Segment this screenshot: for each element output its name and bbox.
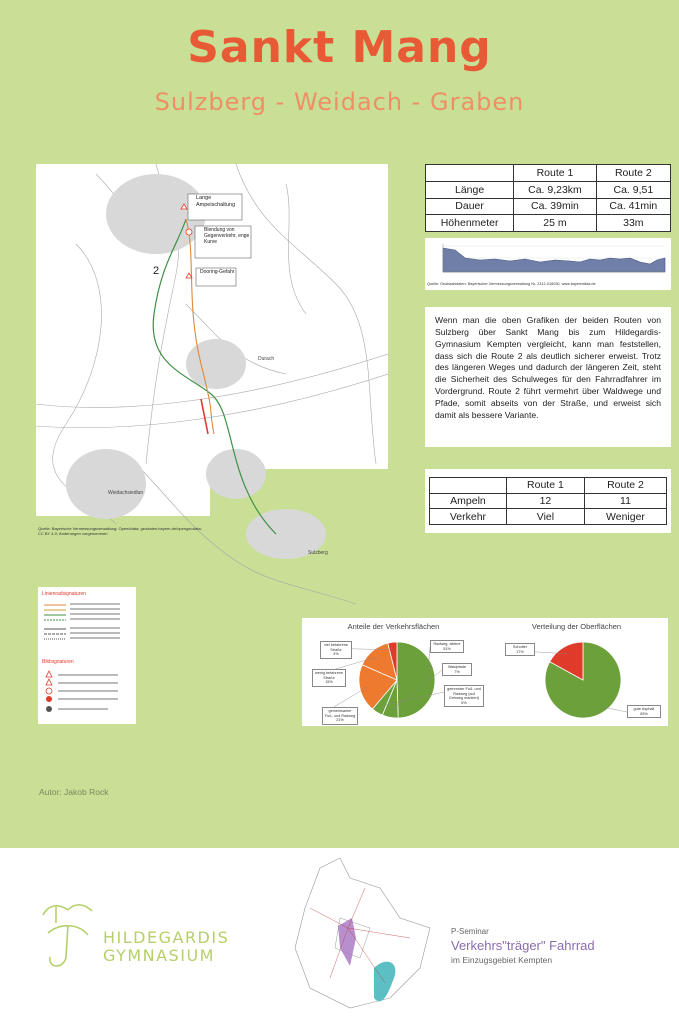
table-cell: 12 [506,493,584,509]
callout-text-1: Lange Ampelschaltung [196,195,236,208]
map-place-durach: Durach [258,356,275,362]
table-header-cell: Route 1 [506,478,584,494]
route-table-panel [425,164,671,232]
table-header-cell: Route 1 [514,165,596,182]
elevation-profile-panel [425,238,671,290]
profile-source: Quelle: Geobasisdaten: Bayerischer Vermessungsverwaltung Nr. 2312-016030, www.bayernatlas.de [427,282,596,286]
traffic-table-panel [425,469,671,533]
table-header-row [430,478,667,494]
kempten-region-map [290,858,440,1018]
table-header-cell [426,165,514,182]
pie-charts-panel [302,618,668,726]
pie-label-container [322,707,358,728]
pie-label-container [442,663,472,685]
table-cell: Ca. 9,51 [596,181,670,198]
no-entry-icon [46,688,52,694]
table-header-row [426,165,671,182]
pie-label-container [430,640,464,662]
table-cell: Dauer [426,198,514,215]
pie-label-container [627,705,661,727]
pie-data-label: Schotter 17% [505,643,535,656]
table-cell: Viel [506,509,584,525]
pie-chart-surface [485,632,668,728]
route-comparison-table [425,164,671,232]
map-place-sulzberg: Sulzberg [308,550,328,556]
warning-triangle-icon [46,671,52,677]
pie-data-label: Radweg, alleine 51% [430,640,464,653]
school-name-line1: HILDEGARDIS [103,928,230,947]
pie-data-label: getrennter Fuß- und Radweg (auf Gehweg markiert) 5% [444,685,484,707]
stop-icon [46,696,52,702]
callout-text-3: Dooring-Gefahr [200,269,235,275]
table-row [426,198,671,215]
table-cell: Ca. 41min [596,198,670,215]
seminar-subtitle: im Einzugsgebiet Kempten [451,955,553,965]
map-legend [38,587,136,724]
pie-label-container [444,685,484,707]
pie-label-container [505,643,535,665]
table-row [430,493,667,509]
table-cell: Weniger [584,509,666,525]
table-cell: Höhenmeter [426,215,514,232]
pie-data-label: gute Asphalt 83% [627,705,661,718]
table-cell: 11 [584,493,666,509]
table-header-cell: Route 2 [584,478,666,494]
pie-data-label: wenig befahrene Straße 15% [312,669,346,687]
seminar-title: Verkehrs"träger" Fahrrad [451,938,595,953]
warning-triangle-icon [46,679,52,685]
pie-chart-traffic [302,632,485,728]
table-header-cell [430,478,507,494]
table-row [426,181,671,198]
table-cell: Verkehr [430,509,507,525]
table-cell: Ampeln [430,493,507,509]
chart-title-surface: Verteilung der Oberflächen [531,622,622,631]
table-cell: Ca. 39min [514,198,596,215]
table-cell: 33m [596,215,670,232]
callout-text-2: Blendung von Gegenverkehr, enge Kurve [204,227,250,245]
legend-symbols [38,587,136,724]
map-route-number: 2 [153,265,160,277]
school-icon [46,706,52,712]
conclusion-text-panel [425,307,671,447]
traffic-comparison-table [429,477,667,525]
pie-label-container [320,641,352,663]
conclusion-paragraph: Wenn man die oben Grafiken der beiden Routen von Sulzberg über Sankt Mang bis zum Hildegardis-Gymnasium Kempten vergleicht, kann man feststellen, dass sich die Route 2 als deutlich sicherer erweist. Trotz des längeren Weges und dadurch der längeren Zeit, steht die Sicherheit des Schulweges für den Fahrradfahrer im Vordergrund. Route 2 führt vermehrt über Waldwege und Pfade, somit abseits von der Straße, und erweist sich damit als bessere Variante. [435,315,661,420]
school-name [103,929,229,965]
poster-title: Sankt Mang [187,22,492,73]
table-row [430,509,667,525]
seminar-label: P-Seminar [451,927,489,936]
poster-subtitle: Sulzberg - Weidach - Graben [154,88,525,116]
pie-data-label: Waldpfade 7% [442,663,472,676]
no-entry-icon [186,229,192,235]
pie-data-label: gemeinsamer Fuß- und Radweg 21% [322,707,358,725]
pie-label-container [312,669,346,691]
author-credit: Autor: Jakob Rock [39,787,109,797]
route-map [36,164,388,611]
school-name-line2: GYMNASIUM [103,946,215,965]
map-place-weidach: Weidachsiedlun [108,490,144,496]
pie-data-label: viel befahrene Straße 4% [320,641,352,659]
map-source: Quelle: Bayerische Vermessungsverwaltung; Openddata; geodaten.bayern.de/opengeodata; CC BY 4.0; Änderungen vorgenommen [38,526,202,536]
table-cell: Ca. 9,23km [514,181,596,198]
table-cell: Länge [426,181,514,198]
table-header-cell: Route 2 [596,165,670,182]
table-row [426,215,671,232]
legend-title-lines: Linienradsignaturen [42,591,86,597]
hildegardis-logo-icon [38,895,102,975]
elevation-area [443,248,665,272]
legend-title-symbols: Bildsignaturen [42,659,74,665]
chart-title-traffic: Anteile der Verkehrsflächen [347,622,440,631]
table-cell: 25 m [514,215,596,232]
